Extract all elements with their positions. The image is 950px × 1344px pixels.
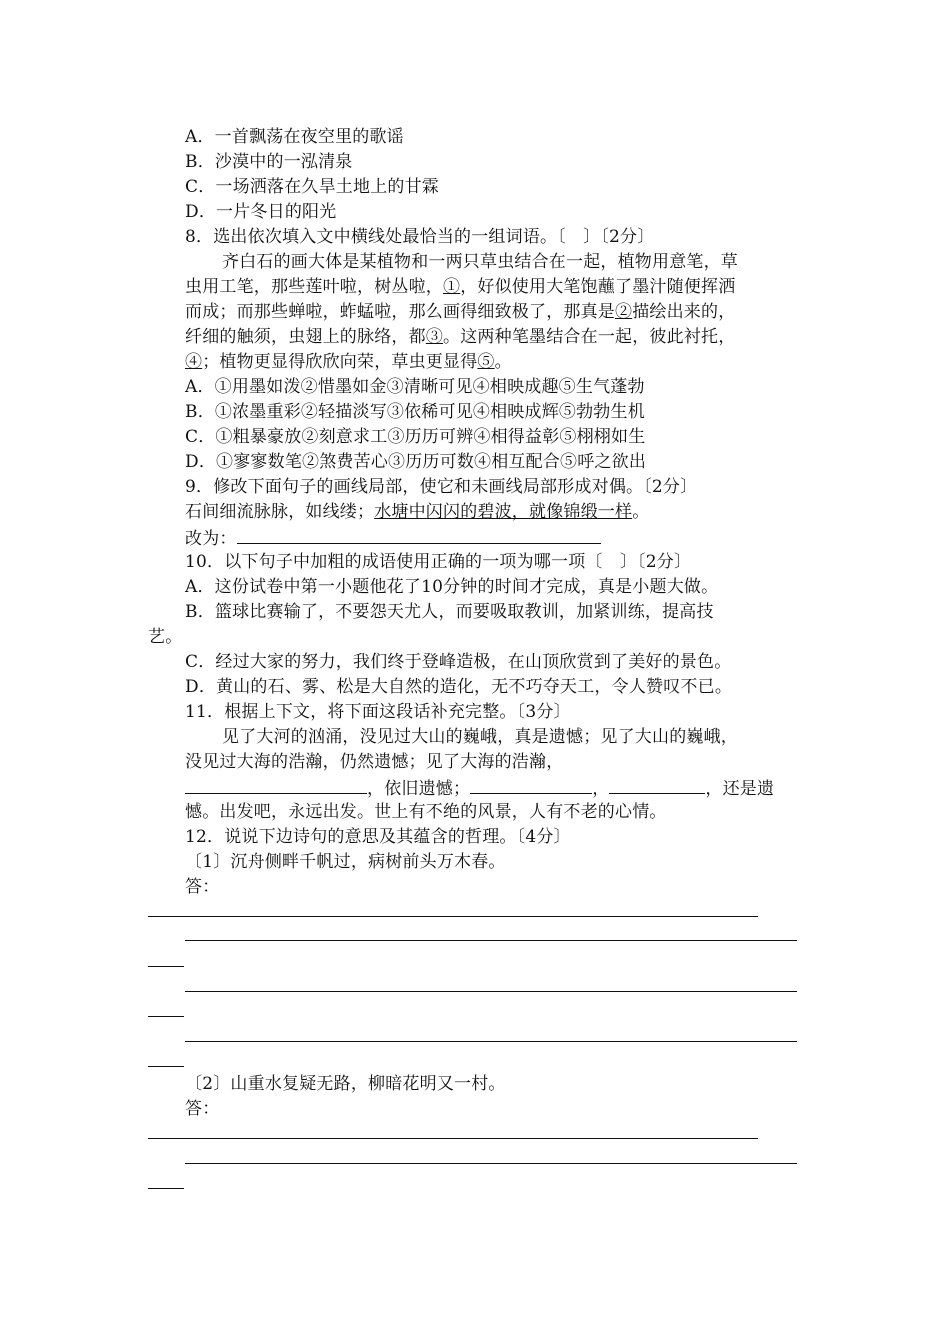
q10-stem: 10．以下句子中加粗的成语使用正确的一项为哪一项〔 〕〔2分〕 xyxy=(185,552,692,572)
q8-passage-line xyxy=(185,350,512,374)
q8-passage-line xyxy=(185,275,735,299)
passage-text: ；植物更显得欣欣向荣，草虫更显得 xyxy=(202,352,478,372)
answer-blank[interactable] xyxy=(237,525,601,544)
q10-option-c: C．经过大家的努力，我们终于登峰造极，在山顶欣赏到了美好的景色。 xyxy=(185,652,732,672)
q10-option-b: B．篮球比赛输了，不要怨天尤人，而要吸取教训，加紧训练，提高技 xyxy=(185,602,714,622)
fill-text: ，依旧遗憾； xyxy=(367,779,471,799)
passage-text: 而成；而那些蝉啦，蚱蜢啦，那么画得细致极了，那真是 xyxy=(185,302,615,322)
q8-passage-line xyxy=(185,325,735,349)
blank-marker-2: ② xyxy=(615,302,633,322)
answer-label: 改为： xyxy=(185,529,237,549)
q9-stem: 9．修改下面句子的画线局部，使它和未画线局部形成对偶。〔2分〕 xyxy=(185,477,698,497)
q10-option-b-wrap: 艺。 xyxy=(148,627,183,647)
passage-text: 纤细的触须，虫翅上的脉络，都 xyxy=(185,327,426,347)
q9-answer-line xyxy=(185,525,601,551)
fill-text: ，还是遗 xyxy=(705,779,775,799)
q7-option-b: B．沙漠中的一泓清泉 xyxy=(185,152,353,172)
sentence-plain: 石间细流脉脉，如线缕； xyxy=(185,502,375,522)
q8-option-c: C．①粗暴豪放②刻意求工③历历可辨④相得益彰⑤栩栩如生 xyxy=(185,427,646,447)
q8-passage-line xyxy=(185,300,735,324)
answer-blank[interactable] xyxy=(185,775,367,794)
q12-answer-label-1: 答： xyxy=(185,877,220,897)
answer-blank[interactable] xyxy=(609,775,705,794)
q7-option-d: D．一片冬日的阳光 xyxy=(185,202,337,222)
answer-blank[interactable] xyxy=(470,775,592,794)
q12-poem-1: 〔1〕沉舟侧畔千帆过，病树前头万木春。 xyxy=(185,852,506,872)
q8-stem: 8．选出依次填入文中横线处最恰当的一组词语。〔 〕〔2分〕 xyxy=(185,227,655,247)
q12-stem: 12．说说下边诗句的意思及其蕴含的哲理。〔4分〕 xyxy=(185,827,571,847)
blank-marker-3: ③ xyxy=(425,327,444,347)
passage-text: 。 xyxy=(494,352,512,372)
blank-marker-5: ⑤ xyxy=(477,352,495,372)
answer-line[interactable] xyxy=(148,966,184,967)
answer-line[interactable] xyxy=(148,1138,758,1139)
q10-option-d: D．黄山的石、雾、松是大自然的造化，无不巧夺天工，令人赞叹不已。 xyxy=(185,677,733,697)
answer-line[interactable] xyxy=(148,1188,184,1189)
q8-option-a: A．①用墨如泼②惜墨如金③清晰可见④相映成趣⑤生气蓬勃 xyxy=(185,377,645,397)
q12-answer-label-2: 答： xyxy=(185,1099,220,1119)
q8-option-d: D．①寥寥数笔②煞费苦心③历历可数④相互配合⑤呼之欲出 xyxy=(185,452,647,472)
q12-poem-2: 〔2〕山重水复疑无路，柳暗花明又一村。 xyxy=(185,1074,506,1094)
q11-fill-line xyxy=(185,775,774,801)
passage-text: ，好似使用大笔饱蘸了墨汁随便挥洒 xyxy=(460,277,736,297)
passage-text: 描绘出来的， xyxy=(632,302,736,322)
q11-stem: 11．根据上下文，将下面这段话补充完整。〔3分〕 xyxy=(185,702,571,722)
answer-line[interactable] xyxy=(148,1016,184,1017)
fill-text: ， xyxy=(592,779,610,799)
q11-text-line: 憾。出发吧，永远出发。世上有不绝的风景，人有不老的心情。 xyxy=(185,802,667,822)
answer-line[interactable] xyxy=(148,1066,184,1067)
sentence-underlined: 水塘中闪闪的碧波，就像锦缎一样 xyxy=(374,502,633,522)
answer-line[interactable] xyxy=(148,916,758,917)
q10-option-a: A．这份试卷中第一小题他花了10分钟的时间才完成，真是小题大做。 xyxy=(185,577,719,597)
sentence-end: 。 xyxy=(632,502,650,522)
answer-line[interactable] xyxy=(185,1041,797,1042)
blank-marker-1: ① xyxy=(443,277,461,297)
q9-sentence xyxy=(185,500,649,524)
answer-line[interactable] xyxy=(185,940,797,941)
q11-text-line: 没见过大海的浩瀚，仍然遗憾；见了大海的浩瀚， xyxy=(185,752,564,772)
q8-passage-line: 齐白石的画大体是某植物和一两只草虫结合在一起，植物用意笔，草 xyxy=(222,252,738,272)
passage-text: 虫用工笔，那些莲叶啦，树丛啦， xyxy=(185,277,443,297)
q7-option-a: A．一首飘荡在夜空里的歌谣 xyxy=(185,127,404,147)
answer-line[interactable] xyxy=(185,991,797,992)
q11-text-line: 见了大河的汹涌，没见过大山的巍峨，真是遗憾；见了大山的巍峨， xyxy=(222,727,738,747)
passage-text: 。这两种笔墨结合在一起，彼此衬托， xyxy=(443,327,736,347)
blank-marker-4: ④ xyxy=(185,352,203,372)
q8-option-b: B．①浓墨重彩②轻描淡写③依稀可见④相映成辉⑤勃勃生机 xyxy=(185,402,645,422)
q7-option-c: C．一场洒落在久旱土地上的甘霖 xyxy=(185,177,440,197)
answer-line[interactable] xyxy=(185,1163,797,1164)
